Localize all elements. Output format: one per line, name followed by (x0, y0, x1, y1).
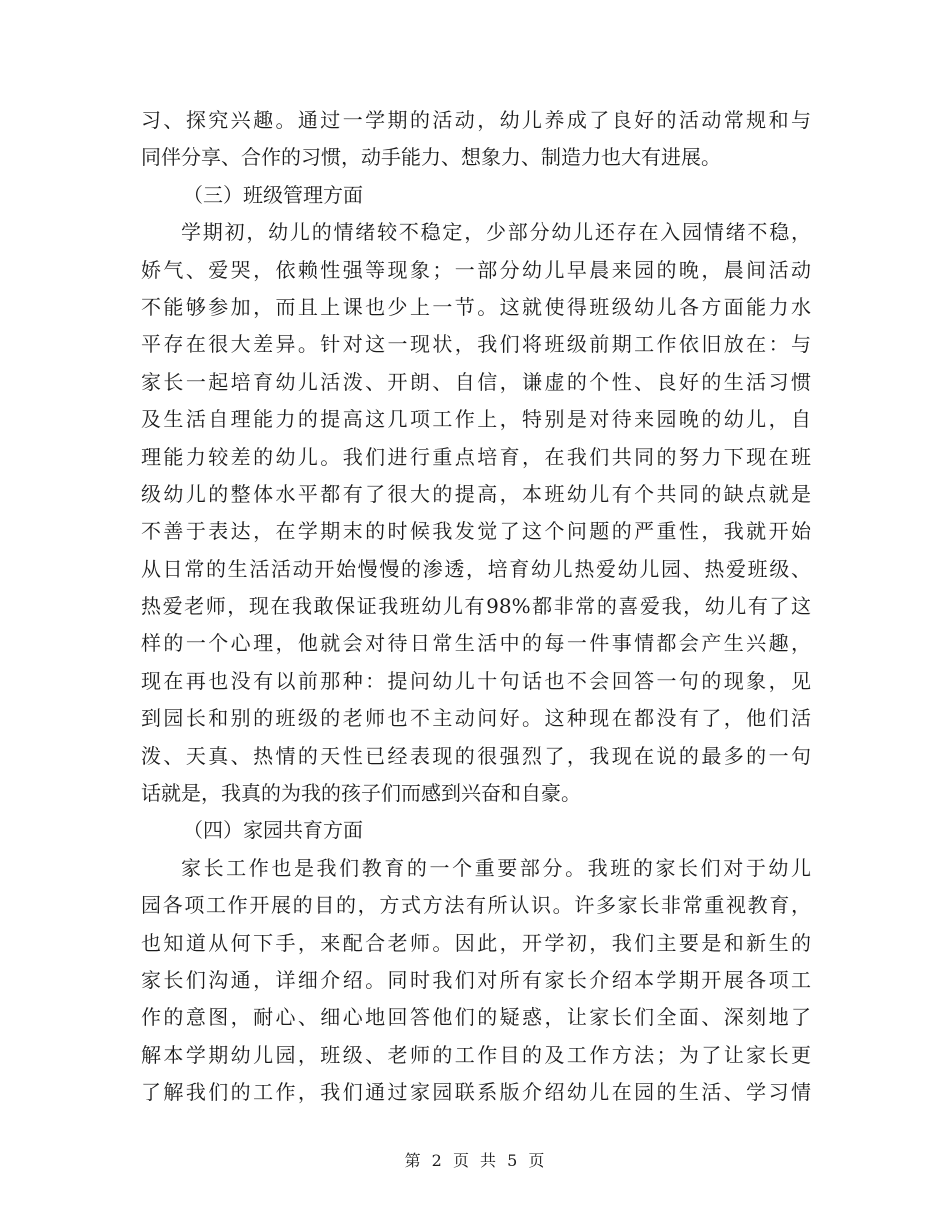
text-line: 泼、天真、热情的天性已经表现的很强烈了，我现在说的最多的一句 (141, 743, 811, 768)
section-heading: （四）家园共育方面 (183, 818, 363, 843)
text-line: 级幼儿的整体水平都有了很大的提高，本班幼儿有个共同的缺点就是 (141, 481, 811, 506)
text-line: 家长工作也是我们教育的一个重要部分。我班的家长们对于幼儿 (181, 855, 811, 880)
page-number-footer: 第 2 页 共 5 页 (404, 1151, 546, 1170)
text-line: 娇气、爱哭，依赖性强等现象；一部分幼儿早晨来园的晚，晨间活动 (141, 257, 811, 282)
text-line: 话就是，我真的为我的孩子们而感到兴奋和自豪。 (141, 781, 581, 806)
text-line: 了解我们的工作，我们通过家园联系版介绍幼儿在园的生活、学习情 (141, 1080, 811, 1105)
text-line: 家长们沟通，详细介绍。同时我们对所有家长介绍本学期开展各项工 (141, 967, 811, 992)
text-line: 不能够参加，而且上课也少上一节。这就使得班级幼儿各方面能力水 (141, 294, 811, 319)
text-line: 热爱老师，现在我敢保证我班幼儿有98%都非常的喜爱我，幼儿有了这 (141, 594, 811, 619)
text-line: 学期初，幼儿的情绪较不稳定，少部分幼儿还存在入园情绪不稳， (181, 220, 811, 245)
text-line: 及生活自理能力的提高这几项工作上，特别是对待来园晚的幼儿，自 (141, 407, 811, 432)
text-line: 平存在很大差异。针对这一现状，我们将班级前期工作依旧放在：与 (141, 332, 811, 357)
text-line: 习、探究兴趣。通过一学期的活动，幼儿养成了良好的活动常规和与 (141, 108, 811, 132)
text-line: 现在再也没有以前那种：提问幼儿十句话也不会回答一句的现象，见 (141, 668, 811, 693)
text-line: 样的一个心理，他就会对待日常生活中的每一件事情都会产生兴趣， (141, 631, 811, 656)
text-line: 不善于表达，在学期末的时候我发觉了这个问题的严重性，我就开始 (141, 519, 811, 544)
text-line: 作的意图，耐心、细心地回答他们的疑惑，让家长们全面、深刻地了 (141, 1005, 811, 1030)
text-line: 也知道从何下手，来配合老师。因此，开学初，我们主要是和新生的 (141, 930, 811, 955)
section-heading: （三）班级管理方面 (183, 182, 363, 207)
text-line: 到园长和别的班级的老师也不主动问好。这种现在都没有了，他们活 (141, 706, 811, 731)
text-line: 理能力较差的幼儿。我们进行重点培育，在我们共同的努力下现在班 (141, 444, 811, 469)
text-line: 家长一起培育幼儿活泼、开朗、自信，谦虚的个性、良好的生活习惯 (141, 369, 811, 394)
body-text (141, 102, 811, 1112)
text-line: 解本学期幼儿园，班级、老师的工作目的及工作方法；为了让家长更 (141, 1042, 811, 1067)
text-line: 园各项工作开展的目的，方式方法有所认识。许多家长非常重视教育， (141, 893, 811, 918)
text-line: 从日常的生活活动开始慢慢的渗透，培育幼儿热爱幼儿园、热爱班级、 (141, 556, 811, 581)
text-line: 同伴分享、合作的习惯，动手能力、想象力、制造力也大有进展。 (141, 145, 721, 170)
